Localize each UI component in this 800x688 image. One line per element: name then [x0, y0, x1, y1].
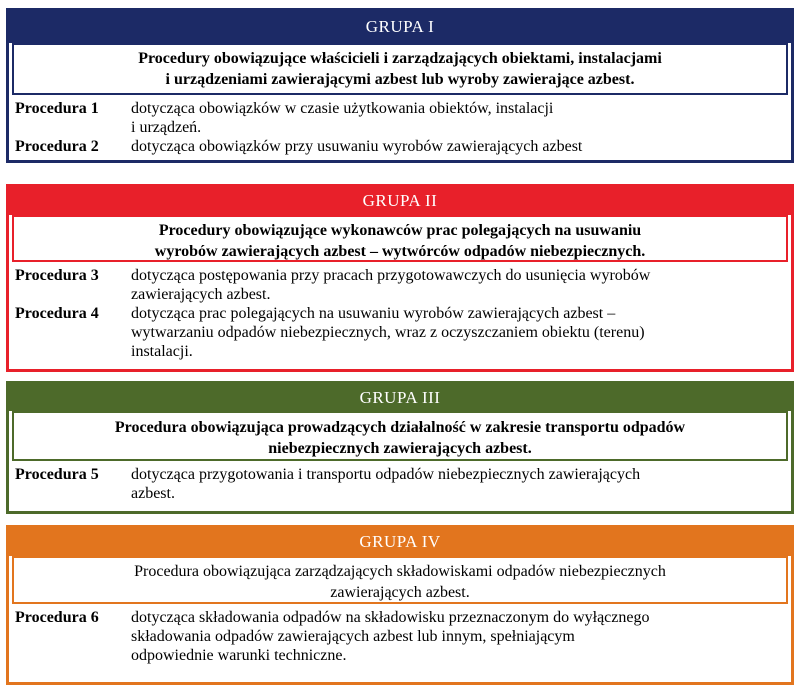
group-1-procedures: [9, 95, 791, 158]
group-3-description: [12, 411, 788, 461]
procedure-text-line: dotycząca postępowania przy pracach przygotowawczych do usunięcia wyrobów: [131, 267, 651, 284]
group-2-description: [12, 215, 788, 262]
procedure-row: [15, 99, 785, 137]
procedure-text-line: dotycząca obowiązków w czasie użytkowania obiektów, instalacji: [131, 100, 554, 117]
group-4-description: [12, 556, 788, 604]
procedure-code: Procedura 4: [15, 305, 99, 322]
group-1-panel: [6, 8, 794, 163]
procedure-text-line: odpowiednie warunki techniczne.: [131, 647, 347, 664]
procedure-text-line: dotycząca obowiązków przy usuwaniu wyrobów zawierających azbest: [131, 138, 583, 155]
procedure-row: [15, 304, 785, 361]
procedure-text: [131, 465, 785, 503]
group-3-title: GRUPA III: [9, 384, 791, 411]
procedure-text-line: azbest.: [131, 485, 175, 502]
procedure-text-line: składowania odpadów zawierających azbest lub innym, spełniającym: [131, 628, 575, 645]
group-1-description-line: i urządzeniami zawierającymi azbest lub wyroby zawierające azbest.: [165, 71, 635, 88]
group-3-panel: [6, 381, 794, 514]
procedure-row: [15, 137, 785, 156]
group-4-panel: [6, 525, 794, 685]
procedure-code: Procedura 3: [15, 267, 99, 284]
procedure-row: [15, 608, 785, 665]
procedure-text: [131, 137, 785, 156]
procedure-row: [15, 266, 785, 304]
group-2-title: GRUPA II: [9, 187, 791, 215]
procedure-row: [15, 465, 785, 503]
group-1-description: [12, 43, 788, 95]
procedure-text-line: zawierających azbest.: [131, 286, 271, 303]
group-3-procedures: [9, 461, 791, 505]
procedure-code: Procedura 2: [15, 138, 99, 155]
procedure-code: Procedura 6: [15, 609, 99, 626]
procedure-text: [131, 99, 785, 137]
group-1-title: GRUPA I: [9, 11, 791, 43]
group-2-description-line: Procedury obowiązujące wykonawców prac polegających na usuwaniu: [158, 222, 642, 239]
procedure-text: [131, 266, 785, 304]
procedure-code: Procedura 5: [15, 466, 99, 483]
group-3-description-line: Procedura obowiązująca prowadzących działalność w zakresie transportu odpadów: [114, 419, 686, 436]
procedure-text-line: dotycząca przygotowania i transportu odpadów niebezpiecznych zawierających: [131, 466, 641, 483]
group-4-description-line: zawierających azbest.: [330, 584, 470, 601]
procedure-text-line: wytwarzaniu odpadów niebezpiecznych, wraz z oczyszczaniem obiektu (terenu): [131, 324, 645, 341]
procedure-text-line: instalacji.: [131, 343, 193, 360]
procedure-text-line: dotycząca składowania odpadów na składowisku przeznaczonym do wyłącznego: [131, 609, 650, 626]
procedure-text: [131, 304, 785, 361]
group-1-description-line: Procedury obowiązujące właścicieli i zarządzających obiektami, instalacjami: [138, 50, 662, 67]
procedure-text-line: dotycząca prac polegających na usuwaniu wyrobów zawierających azbest –: [131, 305, 616, 322]
group-3-description-line: niebezpiecznych zawierających azbest.: [268, 440, 532, 457]
group-4-procedures: [9, 604, 791, 667]
group-2-procedures: [9, 262, 791, 363]
group-4-description-line: Procedura obowiązująca zarządzających składowiskami odpadów niebezpiecznych: [134, 563, 666, 580]
procedure-text-line: i urządzeń.: [131, 119, 202, 136]
procedure-code: Procedura 1: [15, 100, 99, 117]
group-4-title: GRUPA IV: [9, 528, 791, 556]
procedure-text: [131, 608, 785, 665]
group-2-description-line: wyrobów zawierających azbest – wytwórców odpadów niebezpiecznych.: [154, 243, 646, 260]
group-2-panel: [6, 184, 794, 372]
